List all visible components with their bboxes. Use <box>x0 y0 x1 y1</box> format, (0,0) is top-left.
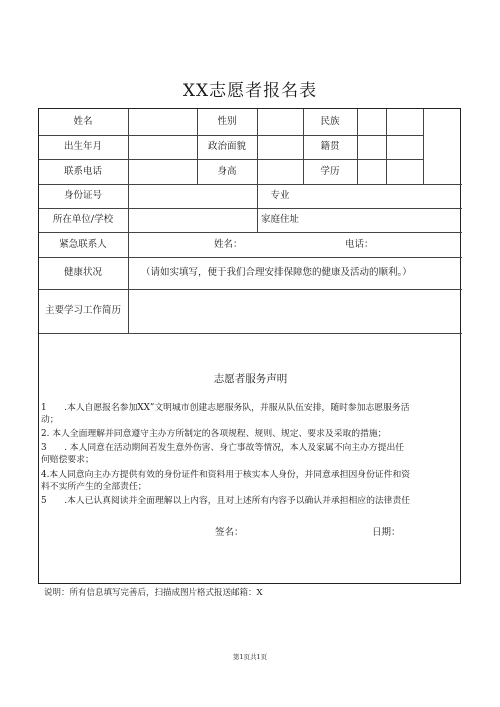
label-emergency-name: 姓名： <box>214 239 243 250</box>
page-footer: 第1页共1页 <box>232 653 268 661</box>
declaration-line: 2. 本人全面理解并同意遵守主办方所制定的各项规程、规则、规定、要求及采取的措施； <box>41 429 387 439</box>
label-major: 专业 <box>270 190 290 201</box>
submission-note: 说明：所有信息填写完善后，扫描成图片格式报送邮箱：X <box>44 588 263 598</box>
signature-label: 签名： <box>215 527 244 538</box>
health-hint: （请如实填写，便于我们合理安排保障您的健康及活动的顺利。） <box>141 267 412 278</box>
label-phone: 联系电话 <box>63 166 103 177</box>
declaration-line: 3 . 本人同意在活动期间若发生意外伤害、身亡事故等情况，本人及家属不向主办方提出任 <box>41 443 405 453</box>
label-health: 健康状况 <box>63 267 103 278</box>
declaration-line: 5 .本人已认真阅读并全面理解以上内容，且对上述所有内容予以确认并承担相应的法律责任 <box>41 496 411 506</box>
label-ethnicity: 民族 <box>320 116 340 127</box>
label-gender: 性别 <box>217 116 237 127</box>
label-resume: 主要学习工作简历 <box>44 305 122 316</box>
date-label: 日期： <box>372 527 401 538</box>
declaration-line: 动； <box>41 415 59 425</box>
label-employer: 所在单位/学校 <box>52 214 114 225</box>
label-education: 学历 <box>320 166 340 177</box>
label-name: 姓名 <box>73 116 93 127</box>
label-emergency-contact: 紧急联系人 <box>59 239 107 250</box>
form-title: XX志愿者报名表 <box>182 81 318 101</box>
label-height: 身高 <box>217 166 237 177</box>
label-id-number: 身份证号 <box>63 190 103 201</box>
label-native-place: 籍贯 <box>320 141 340 152</box>
label-political-status: 政治面貌 <box>207 141 247 152</box>
declaration-line: 料不实所产生的全部责任； <box>41 482 147 492</box>
label-emergency-phone: 电话： <box>345 239 374 250</box>
label-home-address: 家庭住址 <box>260 214 300 225</box>
registration-form-table <box>38 108 461 584</box>
label-birth-date: 出生年月 <box>63 141 103 152</box>
declaration-line: 1 .本人自愿报名参加XX”文明城市创建志愿服务队，并服从队伍安排，随时参加志愿服务活 <box>41 403 410 413</box>
declaration-line: 4.本人同意向主办方提供有效的身份证件和资料用于核实本人身份，并同意承担因身份证件和资 <box>41 470 411 480</box>
declaration-line: 何赔偿要求； <box>41 455 94 465</box>
declaration-title: 志愿者服务声明 <box>213 373 288 385</box>
